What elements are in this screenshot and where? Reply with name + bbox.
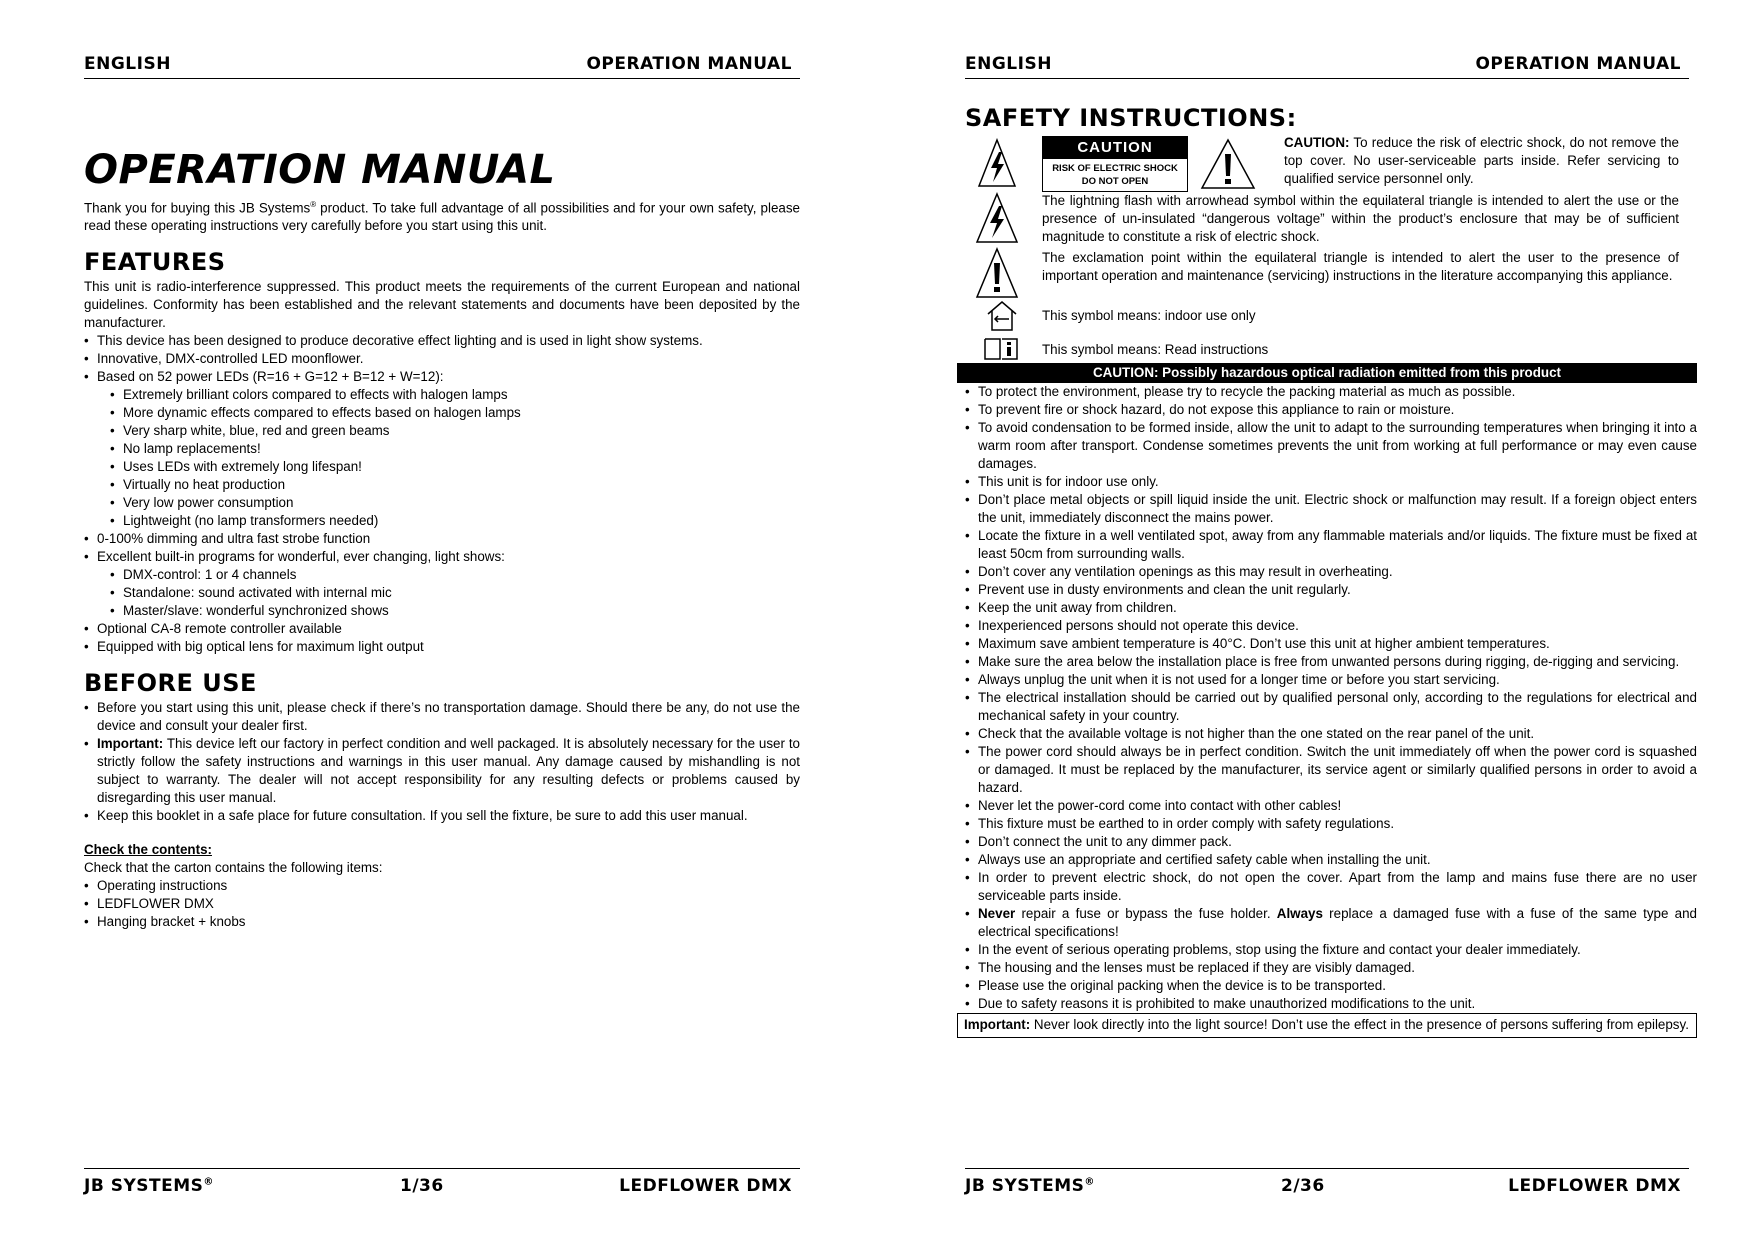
features-list-3 (84, 620, 800, 656)
list-item: • Don’t cover any ventilation openings as this may result in overheating. (965, 563, 1697, 581)
list-item: • Never let the power-cord come into contact with other cables! (965, 797, 1697, 815)
exclamation-triangle-icon (975, 247, 1019, 299)
list-item: • Locate the fixture in a well ventilated spot, away from any flammable materials and/or liquids. The fixture must be fixed at least 50cm from surrounding walls. (965, 527, 1697, 563)
list-item: • Before you start using this unit, please check if there’s no transportation damage. Should there be any, do not use the device and consult your dealer first. (84, 699, 800, 735)
header-language: ENGLISH (84, 54, 171, 74)
list-item: • Prevent use in dusty environments and clean the unit regularly. (965, 581, 1697, 599)
list-item: • Innovative, DMX-controlled LED moonflower. (84, 350, 800, 368)
caution-text: CAUTION: To reduce the risk of electric shock, do not remove the top cover. No user-serviceable parts inside. Refer servicing to qualified service personnel only. (1284, 135, 1679, 186)
lightning-text: The lightning flash with arrowhead symbol within the equilateral triangle is intended to alert the use or the presence of un-insulated “dangerous voltage” within the product’s enclosure that may be of sufficient magnitude to constitute a risk of electric shock. (1042, 193, 1679, 244)
list-item: • Keep this booklet in a safe place for future consultation. If you sell the fixture, be sure to add this user manual. (84, 807, 800, 825)
read-instructions-icon (983, 335, 1019, 361)
features-heading: FEATURES (84, 248, 226, 277)
before-use-heading: BEFORE USE (84, 669, 257, 698)
list-item: • This device has been designed to produce decorative effect lighting and is used in light show systems. (84, 332, 800, 350)
list-item: • Very sharp white, blue, red and green beams (110, 422, 800, 440)
page-1-body (84, 146, 800, 931)
list-item: • Never repair a fuse or bypass the fuse holder. Always replace a damaged fuse with a fuse of the same type and electrical specifications! (965, 905, 1697, 941)
important-text: Important: Never look directly into the light source! Don’t use the effect in the presence of persons suffering from epilepsy. (964, 1017, 1689, 1032)
list-item: • Operating instructions (84, 877, 800, 895)
caution-row (965, 134, 1689, 192)
page-header (84, 54, 800, 79)
list-item: • Don’t connect the unit to any dimmer pack. (965, 833, 1697, 851)
page-number: 2/36 (1281, 1176, 1325, 1196)
list-item: • Extremely brilliant colors compared to effects with halogen lamps (110, 386, 800, 404)
footer-brand: JB SYSTEMS® (965, 1176, 1095, 1196)
safety-list (965, 383, 1697, 1013)
list-item: • Inexperienced persons should not operate this device. (965, 617, 1697, 635)
indoor-row (965, 303, 1689, 335)
list-item: • Uses LEDs with extremely long lifespan! (110, 458, 800, 476)
list-item: • The housing and the lenses must be replaced if they are visibly damaged. (965, 959, 1697, 977)
list-item: • Standalone: sound activated with internal mic (110, 584, 800, 602)
features-intro: This unit is radio-interference suppressed. This product meets the requirements of the current European and national guidelines. Conformity has been established and the relevant statements and documents have been deposited by the manufacturer. (84, 279, 800, 331)
indoor-text: This symbol means: indoor use only (1042, 308, 1256, 323)
caution-sub-1: RISK OF ELECTRIC SHOCK (1052, 163, 1178, 174)
caution-sub-2: DO NOT OPEN (1081, 176, 1149, 187)
list-item: • The electrical installation should be carried out by qualified personal only, according to the regulations for electrical and mechanical safety in your country. (965, 689, 1697, 725)
list-item: • Excellent built-in programs for wonderful, ever changing, light shows: (84, 548, 800, 566)
list-item: • In order to prevent electric shock, do not open the cover. Apart from the lamp and mains fuse there are no user serviceable parts inside. (965, 869, 1697, 905)
list-item: • Very low power consumption (110, 494, 800, 512)
list-item: • The power cord should always be in perfect condition. Switch the unit immediately off when the power cord is squashed or damaged. It must be replaced by the manufacturer, its service agent or similarly qualified persons in order to avoid a hazard. (965, 743, 1697, 797)
important-box (957, 1013, 1697, 1038)
list-item: • 0-100% dimming and ultra fast strobe function (84, 530, 800, 548)
list-item: • Always use an appropriate and certified safety cable when installing the unit. (965, 851, 1697, 869)
page-footer (84, 1168, 800, 1199)
exclamation-warning-icon (1200, 138, 1256, 190)
page-title: OPERATION MANUAL (84, 147, 556, 193)
list-item: • This unit is for indoor use only. (965, 473, 1697, 491)
list-item: • Equipped with big optical lens for maximum light output (84, 638, 800, 656)
list-item: • Based on 52 power LEDs (R=16 + G=12 + B=12 + W=12): (84, 368, 800, 386)
list-item: • Important: This device left our factory in perfect condition and well packaged. It is absolutely necessary for the user to strictly follow the safety instructions and warnings in this user manual. Any damage caused by mishandling is not subject to warranty. The dealer will not accept responsibility for any resulting defects or problems caused by disregarding this user manual. (84, 735, 800, 807)
list-item: • To avoid condensation to be formed inside, allow the unit to adapt to the surrounding temperatures when bringing it into a warm room after transport. Condense sometimes prevents the unit from working at full performance or may even cause damages. (965, 419, 1697, 473)
list-item: • Please use the original packing when the device is to be transported. (965, 977, 1697, 995)
header-title: OPERATION MANUAL (1475, 54, 1681, 74)
page-footer (965, 1168, 1689, 1199)
page-2-body (964, 104, 1697, 1038)
page-number: 1/36 (400, 1176, 444, 1196)
header-title: OPERATION MANUAL (586, 54, 792, 74)
list-item: • To protect the environment, please try to recycle the packing material as much as possible. (965, 383, 1697, 401)
features-list-2 (84, 530, 800, 566)
list-item: • Keep the unit away from children. (965, 599, 1697, 617)
footer-product: LEDFLOWER DMX (1508, 1176, 1681, 1196)
list-item: • LEDFLOWER DMX (84, 895, 800, 913)
list-item: • Maximum save ambient temperature is 40°C. Don’t use this unit at higher ambient temperatures. (965, 635, 1697, 653)
list-item: • Don’t place metal objects or spill liquid inside the unit. Electric shock or malfunction may result. If a foreign object enters the unit, immediately disconnect the mains power. (965, 491, 1697, 527)
page-1 (84, 0, 800, 1240)
features-list (84, 332, 800, 386)
list-item: • Master/slave: wonderful synchronized shows (110, 602, 800, 620)
exclamation-row (965, 249, 1689, 303)
list-item: • Due to safety reasons it is prohibited to make unauthorized modifications to the unit. (965, 995, 1697, 1013)
header-language: ENGLISH (965, 54, 1052, 74)
led-benefits-list (84, 386, 800, 530)
check-contents-intro: Check that the carton contains the following items: (84, 860, 383, 876)
list-item: • Virtually no heat production (110, 476, 800, 494)
list-item: • No lamp replacements! (110, 440, 800, 458)
check-contents-heading: Check the contents: (84, 842, 212, 858)
lightning-triangle-icon (975, 192, 1019, 244)
exclamation-text: The exclamation point within the equilateral triangle is intended to alert the user to the presence of important operation and maintenance (servicing) instructions in the literature accompanying this appliance. (1042, 250, 1679, 283)
list-item: • Always unplug the unit when it is not used for a longer time or before you start servicing. (965, 671, 1697, 689)
read-text: This symbol means: Read instructions (1042, 342, 1269, 357)
before-use-list (84, 699, 800, 825)
list-item: • This fixture must be earthed to in order comply with safety regulations. (965, 815, 1697, 833)
list-item: • Check that the available voltage is not higher than the one stated on the rear panel of the unit. (965, 725, 1697, 743)
list-item: • Make sure the area below the installation place is free from unwanted persons during rigging, de-rigging and servicing. (965, 653, 1697, 671)
footer-brand: JB SYSTEMS® (84, 1176, 214, 1196)
list-item: • In the event of serious operating problems, stop using the fixture and contact your dealer immediately. (965, 941, 1697, 959)
safety-heading: SAFETY INSTRUCTIONS: (965, 104, 1297, 132)
list-item: • To prevent fire or shock hazard, do not expose this appliance to rain or moisture. (965, 401, 1697, 419)
caution-label-box (1042, 136, 1188, 192)
caution-label: CAUTION (1043, 137, 1187, 159)
read-row (965, 335, 1689, 363)
list-item: • More dynamic effects compared to effects based on halogen lamps (110, 404, 800, 422)
indoor-use-icon (985, 299, 1019, 333)
page-2 (964, 0, 1697, 1240)
optical-radiation-bar: CAUTION: Possibly hazardous optical radiation emitted from this product (957, 363, 1697, 383)
program-modes-list (84, 566, 800, 620)
list-item: • Hanging bracket + knobs (84, 913, 800, 931)
contents-list (84, 877, 800, 931)
lightning-row (965, 192, 1689, 249)
lightning-warning-icon (977, 138, 1017, 188)
footer-product: LEDFLOWER DMX (619, 1176, 792, 1196)
page-header (965, 54, 1689, 79)
list-item: • Lightweight (no lamp transformers needed) (110, 512, 800, 530)
list-item: • DMX-control: 1 or 4 channels (110, 566, 800, 584)
intro-paragraph: Thank you for buying this JB Systems® product. To take full advantage of all possibilities and for your own safety, please read these operating instructions very carefully before you start using this unit. (84, 200, 800, 234)
list-item: • Optional CA-8 remote controller available (84, 620, 800, 638)
